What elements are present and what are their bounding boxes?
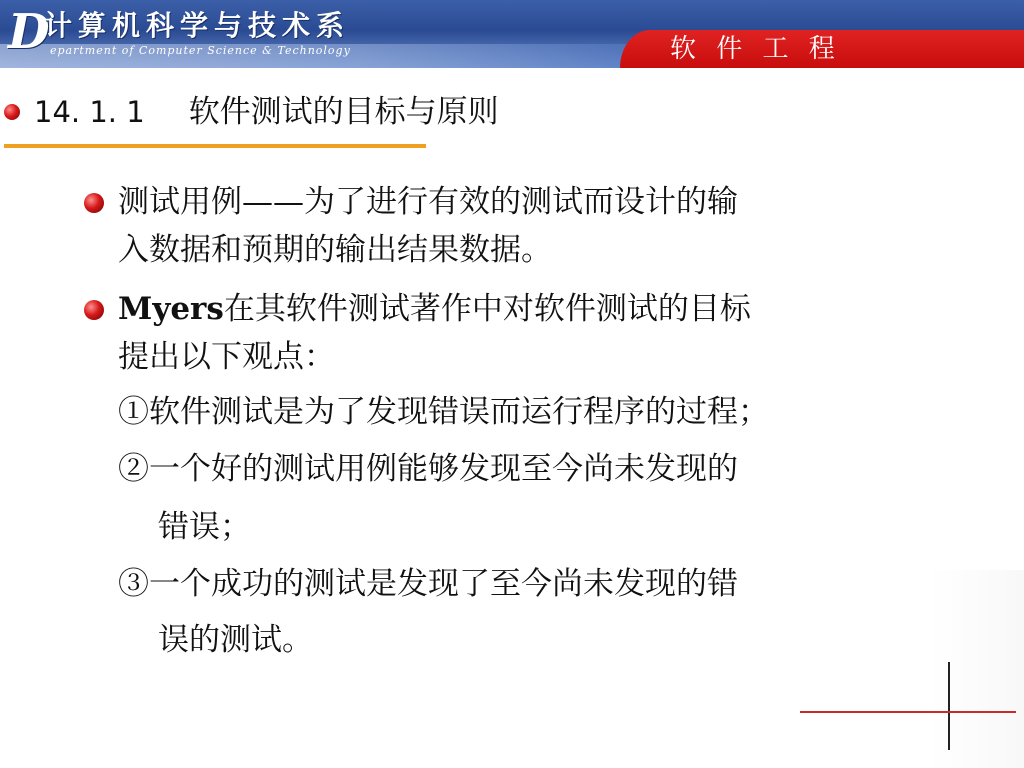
section-number: 14. 1. 1 bbox=[34, 95, 145, 129]
bullet-1-line-2: 入数据和预期的输出结果数据。 bbox=[118, 232, 552, 268]
bullet-2-line-2: 提出以下观点： bbox=[118, 339, 335, 375]
point-1-line-1: ①软件测试是为了发现错误而运行程序的过程； bbox=[118, 394, 769, 430]
bullet-icon bbox=[84, 300, 104, 320]
section-title: 软件测试的目标与原则 bbox=[188, 94, 499, 130]
department-name-en: epartment of Computer Science & Technology bbox=[50, 44, 351, 57]
crosshair-horizontal-line bbox=[800, 711, 1016, 713]
decorative-fade bbox=[930, 570, 1024, 768]
department-logo: D bbox=[8, 4, 50, 60]
point-2-line-2: 错误； bbox=[158, 509, 251, 545]
bullet-icon bbox=[84, 193, 104, 213]
bullet-2-line-1 bbox=[118, 289, 751, 329]
department-name-cn: 计算机科学与技术系 bbox=[44, 9, 351, 42]
point-3-line-2: 误的测试。 bbox=[158, 622, 313, 658]
crosshair-vertical-line bbox=[948, 662, 950, 750]
bullet-2-lead: Myers bbox=[118, 291, 224, 327]
point-3-line-1: ③一个成功的测试是发现了至今尚未发现的错 bbox=[118, 566, 738, 602]
course-title: 软 件 工 程 bbox=[670, 34, 841, 64]
point-2-line-1: ②一个好的测试用例能够发现至今尚未发现的 bbox=[118, 451, 738, 487]
bullet-2-text: 在其软件测试著作中对软件测试的目标 bbox=[223, 291, 751, 327]
bullet-1-line-1: 测试用例——为了进行有效的测试而设计的输 bbox=[118, 184, 738, 220]
